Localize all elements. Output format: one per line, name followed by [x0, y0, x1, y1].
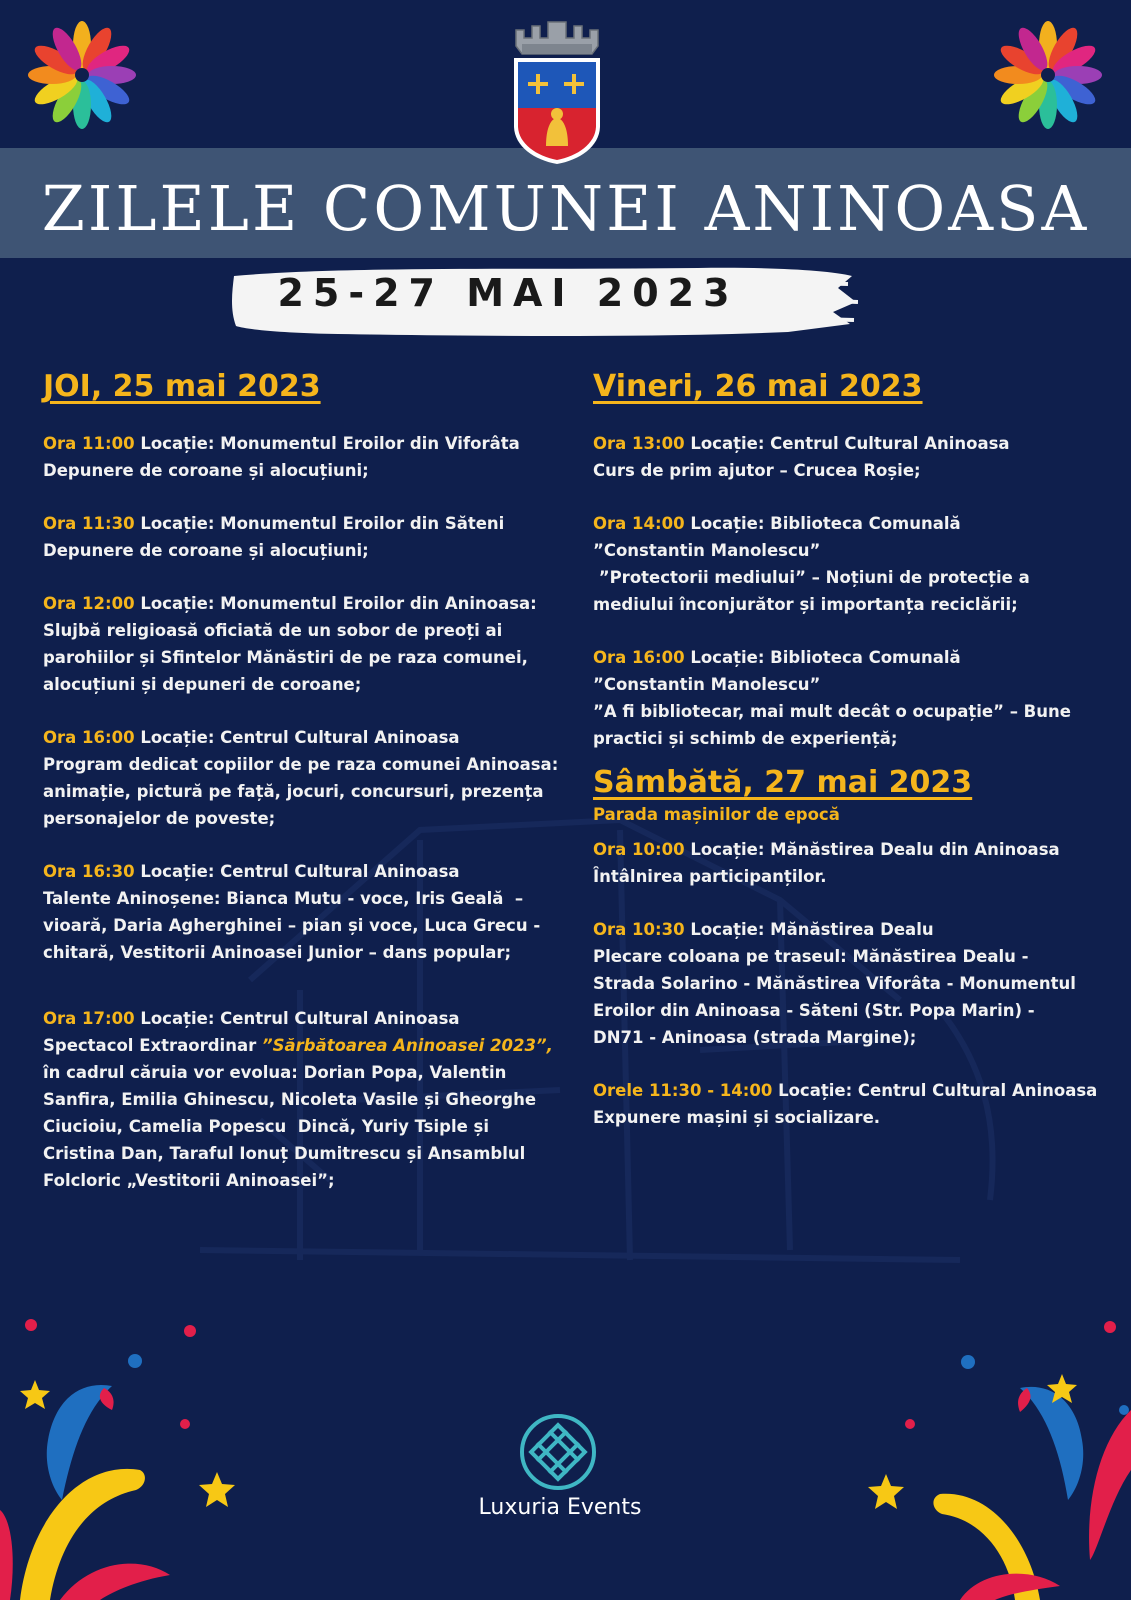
- flower-icon: [27, 20, 137, 130]
- saturday-column: [593, 764, 1123, 1131]
- event-time: Ora 17:00: [43, 1009, 135, 1028]
- flower-icon: [993, 20, 1103, 130]
- event-line: Locație: Biblioteca Comunală: [690, 514, 961, 533]
- event-line: vioară, Daria Agherghinei – pian și voce, Luca Grecu -: [43, 916, 541, 935]
- saturday-heading: Sâmbătă, 27 mai 2023: [593, 765, 973, 800]
- event-time: Ora 16:30: [43, 862, 135, 881]
- event-time: Ora 11:30: [43, 514, 135, 533]
- event-line: Talente Aninoșene: Bianca Mutu - voce, Iris Geală –: [43, 889, 524, 908]
- event-line: Strada Solarino - Mănăstirea Viforâta - Monumentul: [593, 974, 1076, 993]
- event-item: [593, 510, 1123, 618]
- event-item: [43, 1005, 573, 1194]
- event-line: Plecare coloana pe traseul: Mănăstirea Dealu -: [593, 947, 1029, 966]
- event-line: Locație: Monumentul Eroilor din Aninoasa:: [140, 594, 537, 613]
- saturday-subtitle: Parada mașinilor de epocă: [593, 805, 840, 824]
- event-time: Ora 13:00: [593, 434, 685, 453]
- event-line: animație, pictură pe față, jocuri, concursuri, prezența: [43, 782, 544, 801]
- crest-icon: [510, 16, 604, 166]
- thursday-events: [43, 430, 573, 966]
- event-time: Ora 10:30: [593, 920, 685, 939]
- event-item: [593, 916, 1123, 1051]
- event-item: [593, 644, 1123, 752]
- event-item: [43, 510, 573, 564]
- event-line: Folcloric „Vestitorii Aninoasei”;: [43, 1171, 335, 1190]
- event-line: personajelor de poveste;: [43, 809, 276, 828]
- event-line: Locație: Centrul Cultural Aninoasa: [140, 1009, 460, 1028]
- event-line: parohiilor și Sfintelor Mănăstiri de pe raza comunei,: [43, 648, 528, 667]
- event-item: [593, 836, 1123, 890]
- show-title: ”Sărbătoarea Aninoasei 2023”,: [261, 1036, 553, 1055]
- event-line: Locație: Centrul Cultural Aninoasa: [140, 862, 460, 881]
- event-line: ”A fi bibliotecar, mai mult decât o ocupație” – Bune: [593, 702, 1071, 721]
- event-line: DN71 - Aninoasa (strada Margine);: [593, 1028, 917, 1047]
- event-line: Curs de prim ajutor – Crucea Roșie;: [593, 461, 921, 480]
- event-line: Ciucioiu, Camelia Popescu Dincă, Yuriy Tsiple și: [43, 1117, 490, 1136]
- event-line: Spectacol Extraordinar: [43, 1036, 262, 1055]
- event-details: [43, 1059, 573, 1194]
- thursday-column: [43, 368, 573, 1194]
- event-line: Sanfira, Emilia Ghinescu, Nicoleta Vasile și Gheorghe: [43, 1090, 537, 1109]
- event-time: Ora 10:00: [593, 840, 685, 859]
- event-line: ”Protectorii mediului” – Noțiuni de protecție a: [593, 568, 1030, 587]
- event-line: Locație: Centrul Cultural Aninoasa: [690, 434, 1010, 453]
- friday-heading: Vineri, 26 mai 2023: [593, 369, 923, 404]
- event-line: ”Constantin Manolescu”: [593, 675, 821, 694]
- event-line: în cadrul căruia vor evolua: Dorian Popa, Valentin: [43, 1063, 507, 1082]
- event-item: [43, 724, 573, 832]
- event-line: alocuțiuni și depuneri de coroane;: [43, 675, 362, 694]
- event-dates: 25-27 MAI 2023: [277, 271, 739, 315]
- event-time: Ora 11:00: [43, 434, 135, 453]
- event-time: Orele 11:30 - 14:00: [593, 1081, 773, 1100]
- event-item: [593, 430, 1123, 484]
- event-line: Întâlnirea participanților.: [593, 867, 827, 886]
- event-line: Locație: Biblioteca Comunală: [690, 648, 961, 667]
- event-line: Slujbă religioasă oficiată de un sobor de preoți ai: [43, 621, 503, 640]
- event-line: Depunere de coroane și alocuțiuni;: [43, 461, 369, 480]
- friday-events: [593, 430, 1123, 752]
- event-line: Depunere de coroane și alocuțiuni;: [43, 541, 369, 560]
- thursday-heading: JOI, 25 mai 2023: [43, 369, 321, 404]
- luxuria-knot-icon: [519, 1413, 597, 1491]
- event-line: Cristina Dan, Taraful Ionuț Dumitrescu și Ansamblul: [43, 1144, 526, 1163]
- event-line: Locație: Mănăstirea Dealu: [690, 920, 934, 939]
- event-item: [593, 1077, 1123, 1131]
- event-line: Locație: Monumentul Eroilor din Viforâta: [140, 434, 520, 453]
- event-item: [43, 590, 573, 698]
- event-item: [43, 430, 573, 484]
- event-line: ”Constantin Manolescu”: [593, 541, 821, 560]
- friday-column: [593, 368, 1123, 752]
- event-line: chitară, Vestitorii Aninoasei Junior – dans popular;: [43, 943, 512, 962]
- event-line: Eroilor din Aninoasa - Săteni (Str. Popa Marin) -: [593, 1001, 1035, 1020]
- event-time: Ora 16:00: [43, 728, 135, 747]
- organizer-name: Luxuria Events: [478, 1495, 642, 1520]
- event-time: Ora 14:00: [593, 514, 685, 533]
- event-line: Locație: Mănăstirea Dealu din Aninoasa: [690, 840, 1060, 859]
- event-time: Ora 16:00: [593, 648, 685, 667]
- page-title: ZILELE COMUNEI ANINOASA: [41, 172, 1090, 245]
- event-line: Locație: Centrul Cultural Aninoasa: [140, 728, 460, 747]
- event-line: mediului înconjurător și importanța reciclării;: [593, 595, 1018, 614]
- event-line: Locație: Monumentul Eroilor din Săteni: [140, 514, 505, 533]
- event-line: Locație: Centrul Cultural Aninoasa: [778, 1081, 1098, 1100]
- event-line: practici și schimb de experiență;: [593, 729, 898, 748]
- event-line: Program dedicat copiilor de pe raza comunei Aninoasa:: [43, 755, 559, 774]
- saturday-events: [593, 836, 1123, 1131]
- event-item: [43, 858, 573, 966]
- event-line: Expunere mașini și socializare.: [593, 1108, 881, 1127]
- event-time: Ora 12:00: [43, 594, 135, 613]
